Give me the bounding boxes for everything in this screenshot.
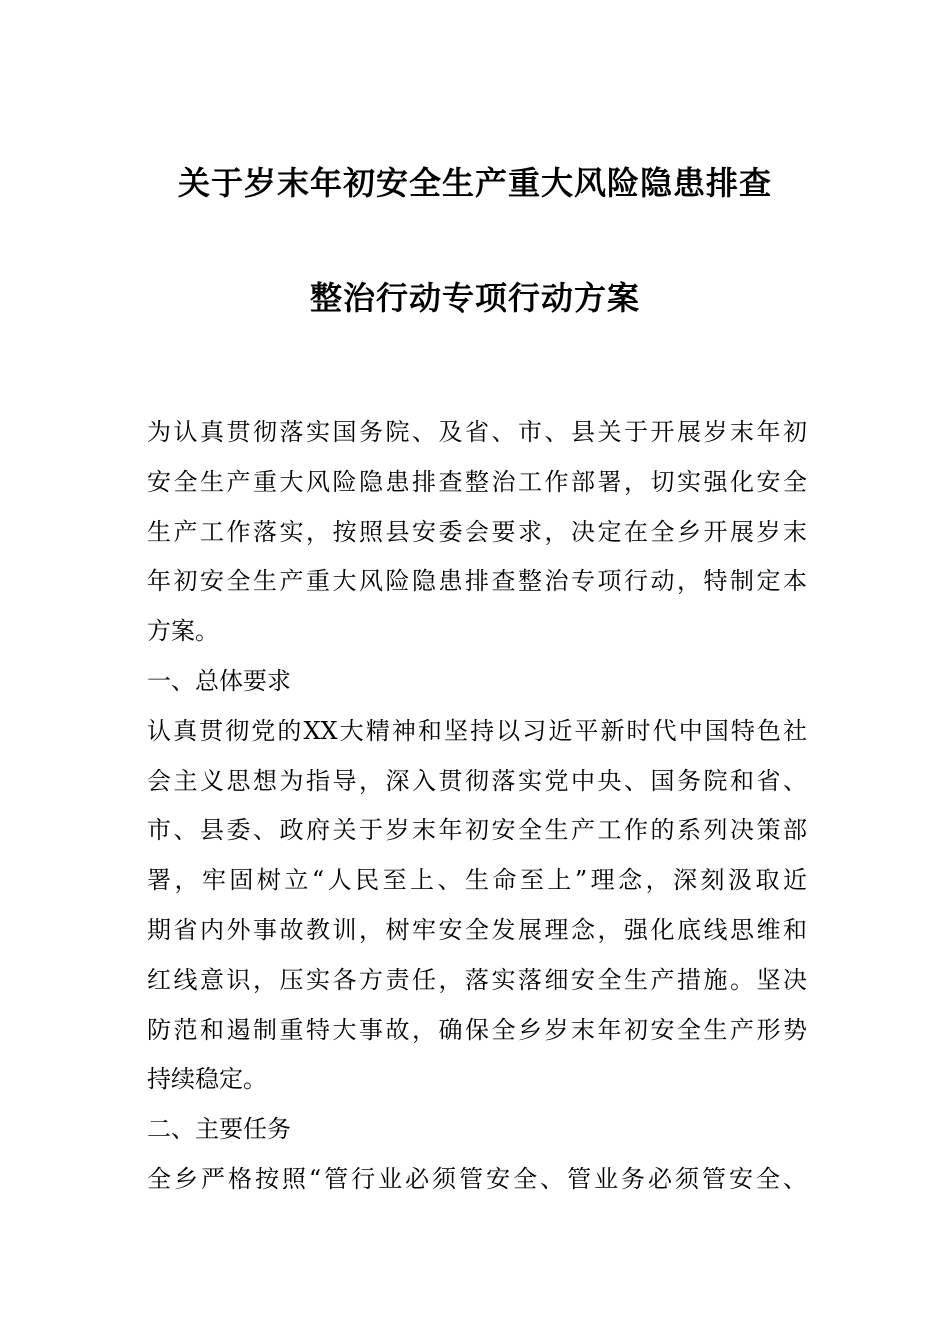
- paragraph-line: 认真贯彻党的XX大精神和坚持以习近平新时代中国特色社: [147, 716, 807, 745]
- paragraph-line: 红线意识，压实各方责任，落实落细安全生产措施。坚决: [147, 965, 807, 994]
- section-heading: 一、总体要求: [147, 666, 291, 695]
- paragraph-line: 市、县委、政府关于岁末年初安全生产工作的系列决策部: [147, 816, 807, 845]
- document-body: [147, 412, 807, 1209]
- document-title-line-2: 整治行动专项行动方案: [309, 279, 640, 317]
- document-title-line-1: 关于岁末年初安全生产重大风险隐患排查: [177, 164, 772, 202]
- paragraph-line: 安全生产重大风险隐患排查整治工作部署，切实强化安全: [147, 467, 807, 496]
- paragraph-line: 署，牢固树立“人民至上、生命至上”理念，深刻汲取近: [147, 866, 807, 895]
- paragraph-line: 全乡严格按照“管行业必须管安全、管业务必须管安全、: [147, 1164, 807, 1193]
- section1-paragraph: [147, 711, 807, 1109]
- paragraph-line: 会主义思想为指导，深入贯彻落实党中央、国务院和省、: [147, 766, 807, 795]
- section2-paragraph: [147, 1159, 807, 1209]
- paragraph-line: 生产工作落实，按照县安委会要求，决定在全乡开展岁末: [147, 517, 807, 546]
- paragraph-line: 防范和遏制重特大事故，确保全乡岁末年初安全生产形势: [147, 1015, 807, 1044]
- paragraph-line: 期省内外事故教训，树牢安全发展理念，强化底线思维和: [147, 915, 807, 944]
- paragraph-line: 年初安全生产重大风险隐患排查整治专项行动，特制定本: [147, 567, 807, 596]
- intro-paragraph: [147, 412, 807, 661]
- paragraph-line: 为认真贯彻落实国务院、及省、市、县关于开展岁末年初: [147, 418, 807, 446]
- section-heading: 二、主要任务: [147, 1115, 291, 1144]
- paragraph-line: 持续稳定。: [147, 1065, 267, 1094]
- paragraph-line: 方案。: [147, 617, 219, 646]
